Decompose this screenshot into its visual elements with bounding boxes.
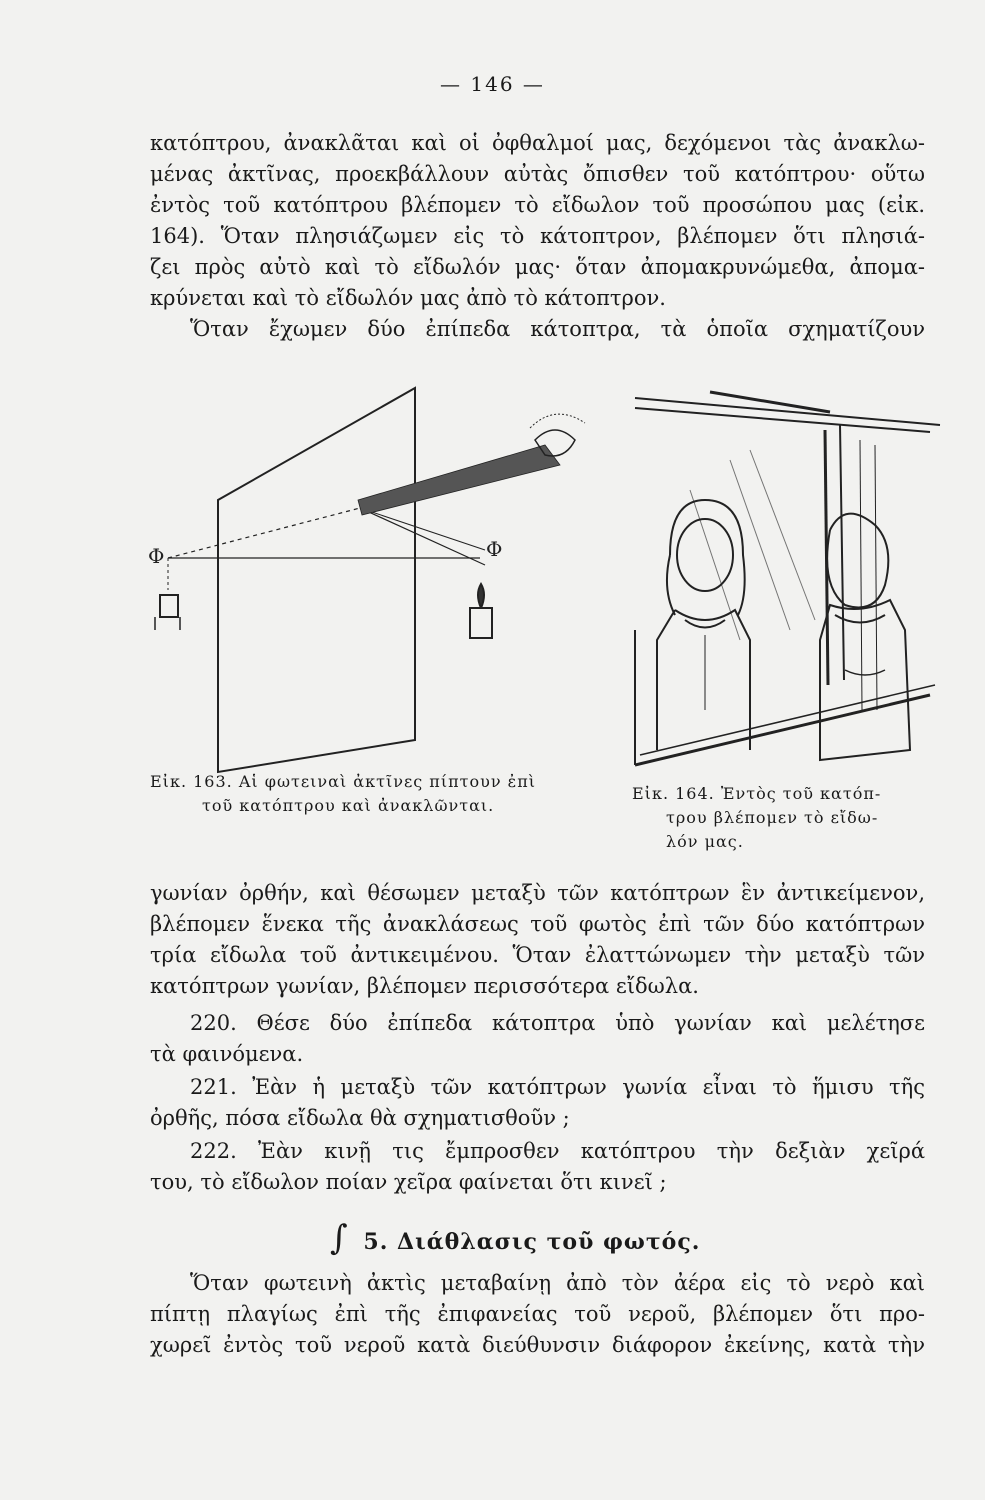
body-paragraph bbox=[150, 878, 925, 1002]
candle-right bbox=[470, 608, 492, 638]
handwritten-mark: ∫ bbox=[330, 1218, 349, 1258]
text-line: χωρεῖ ἐντὸς τοῦ νεροῦ κατὰ διεύθυνσιν διάφορον ἐκείνης, κατὰ τὴν bbox=[150, 1333, 925, 1357]
text-line: κατόπτρου, ἀνακλᾶται καὶ οἱ ὀφθαλμοί μας, δεχόμενοι τὰς ἀνακλω- bbox=[150, 131, 925, 155]
text-line: κρύνεται καὶ τὸ εἴδωλόν μας ἀπὸ τὸ κάτοπτρον. bbox=[150, 286, 666, 310]
flame-icon bbox=[478, 584, 484, 608]
girl-head bbox=[827, 514, 888, 608]
label-phi-left: Φ bbox=[148, 544, 165, 568]
reflection-face bbox=[677, 519, 733, 591]
closing-paragraph bbox=[150, 1268, 925, 1361]
section-title: 5. Διάθλασις τοῦ φωτός. bbox=[363, 1229, 701, 1255]
text-line: ζει πρὸς αὐτὸ καὶ τὸ εἴδωλόν μας· ὅταν ἀπομακρυνώμεθα, ἀπομα- bbox=[150, 255, 925, 279]
text-line: κατόπτρων γωνίαν, βλέπομεν περισσότερα εἴδωλα. bbox=[150, 974, 699, 998]
caption-line: τοῦ κατόπτρου καὶ ἀνακλῶνται. bbox=[202, 796, 495, 815]
exercise-222 bbox=[150, 1136, 925, 1198]
figure-164-girl-mirror-illustration bbox=[630, 380, 950, 780]
caption-line: Εἰκ. 163. Αἱ φωτειναὶ ἀκτῖνες πίπτουν ἐπὶ bbox=[150, 772, 536, 791]
girl-dress bbox=[820, 600, 910, 760]
text-line: βλέπομεν ἕνεκα τῆς ἀνακλάσεως τοῦ φωτὸς ἐπὶ τῶν δύο κατόπτρων bbox=[150, 912, 925, 936]
text-line: 221. Ἐὰν ἡ μεταξὺ τῶν κατόπτρων γωνία εἶναι τὸ ἥμισυ τῆς bbox=[190, 1075, 925, 1099]
mirror-plane bbox=[218, 388, 415, 772]
candle-left bbox=[160, 595, 178, 617]
text-line: μένας ἀκτῖνας, προεκβάλλουν αὐτὰς ὄπισθεν τοῦ κατόπτρου· οὕτω bbox=[150, 162, 925, 186]
text-line: πίπτῃ πλαγίως ἐπὶ τῆς ἐπιφανείας τοῦ νεροῦ, βλέπομεν ὅτι προ- bbox=[150, 1302, 925, 1326]
text-line: του, τὸ εἴδωλον ποίαν χεῖρα φαίνεται ὅτι κινεῖ ; bbox=[150, 1170, 667, 1194]
caption-line: Εἰκ. 164. Ἐντὸς τοῦ κατόπ- bbox=[632, 784, 882, 803]
caption-fig-164 bbox=[632, 782, 881, 854]
text-line: Ὅταν ἔχωμεν δύο ἐπίπεδα κάτοπτρα, τὰ ὁποῖα σχηματίζουν bbox=[190, 317, 925, 341]
text-line: Ὅταν φωτεινὴ ἀκτὶς μεταβαίνῃ ἀπὸ τὸν ἀέρα εἰς τὸ νερὸ καὶ bbox=[190, 1271, 925, 1295]
exercise-220 bbox=[150, 1008, 925, 1070]
exercise-221 bbox=[150, 1072, 925, 1134]
intro-paragraph bbox=[150, 128, 925, 345]
text-line: γωνίαν ὀρθήν, καὶ θέσωμεν μεταξὺ τῶν κατόπτρων ἓν ἀντικείμενον, bbox=[150, 881, 925, 905]
text-line: 220. Θέσε δύο ἐπίπεδα κάτοπτρα ὑπὸ γωνίαν καὶ μελέτησε bbox=[190, 1011, 925, 1035]
text-line: ὀρθῆς, πόσα εἴδωλα θὰ σχηματισθοῦν ; bbox=[150, 1106, 570, 1130]
caption-fig-163 bbox=[150, 770, 536, 818]
section-heading bbox=[330, 1218, 700, 1258]
light-beam bbox=[358, 445, 560, 515]
figure-163-mirror-diagram bbox=[140, 380, 600, 780]
label-phi-right: Φ bbox=[486, 537, 503, 561]
caption-line: λόν μας. bbox=[666, 832, 744, 851]
text-line: τρία εἴδωλα τοῦ ἀντικειμένου. Ὅταν ἐλαττώνωμεν τὴν μεταξὺ τῶν bbox=[150, 943, 925, 967]
text-line: 164). Ὅταν πλησιάζωμεν εἰς τὸ κάτοπτρον, βλέπομεν ὅτι πλησιά- bbox=[150, 224, 925, 248]
text-line: τὰ φαινόμενα. bbox=[150, 1042, 304, 1066]
page-number: — 146 — bbox=[440, 72, 545, 96]
caption-line: τρου βλέπομεν τὸ εἴδω- bbox=[666, 808, 879, 827]
text-line: 222. Ἐὰν κινῇ τις ἔμπροσθεν κατόπτρου τὴν δεξιὰν χεῖρά bbox=[190, 1139, 925, 1163]
text-line: ἐντὸς τοῦ κατόπτρου βλέπομεν τὸ εἴδωλον τοῦ προσώπου μας (εἰκ. bbox=[150, 193, 925, 217]
